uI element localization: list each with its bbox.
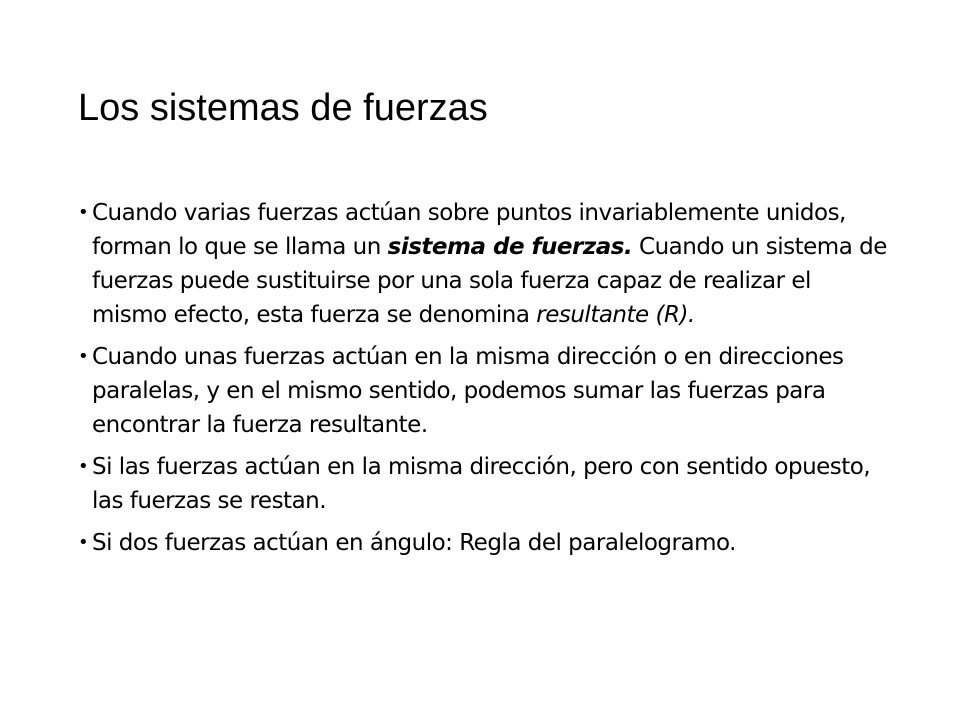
bullet-item-2 — [78, 340, 888, 442]
bullet-text-1a: Cuando varias fuerzas actúan sobre puntos invariablemente unidos, forman lo que se llama un — [92, 200, 846, 260]
bullet-text-3: Si las fuerzas actúan en la misma dirección, pero con sentido opuesto, las fuerzas se restan. — [92, 454, 871, 514]
bullet-item-4 — [78, 526, 888, 560]
bullet-marker: • — [78, 532, 89, 553]
slide-title: Los sistemas de fuerzas — [78, 87, 488, 129]
bullet-item-3 — [78, 450, 888, 518]
bullet-marker: • — [78, 456, 89, 477]
bullet-marker: • — [78, 346, 89, 367]
bullet-item-1 — [78, 196, 888, 332]
bullet-list — [78, 196, 888, 568]
bullet-text-1b: Cuando un sistema de fuerzas puede sustituirse por una sola fuerza capaz de realizar el mismo efecto, esta fuerza se denomina — [92, 234, 887, 328]
bullet-marker: • — [78, 202, 89, 223]
term-resultante: resultante (R). — [536, 302, 695, 328]
bullet-text-4: Si dos fuerzas actúan en ángulo: Regla del paralelogramo. — [92, 530, 736, 556]
bullet-text-2: Cuando unas fuerzas actúan en la misma dirección o en direcciones paralelas, y en el mismo sentido, podemos sumar las fuerzas para encontrar la fuerza resultante. — [92, 344, 844, 438]
term-sistema-de-fuerzas: sistema de fuerzas. — [387, 234, 633, 260]
